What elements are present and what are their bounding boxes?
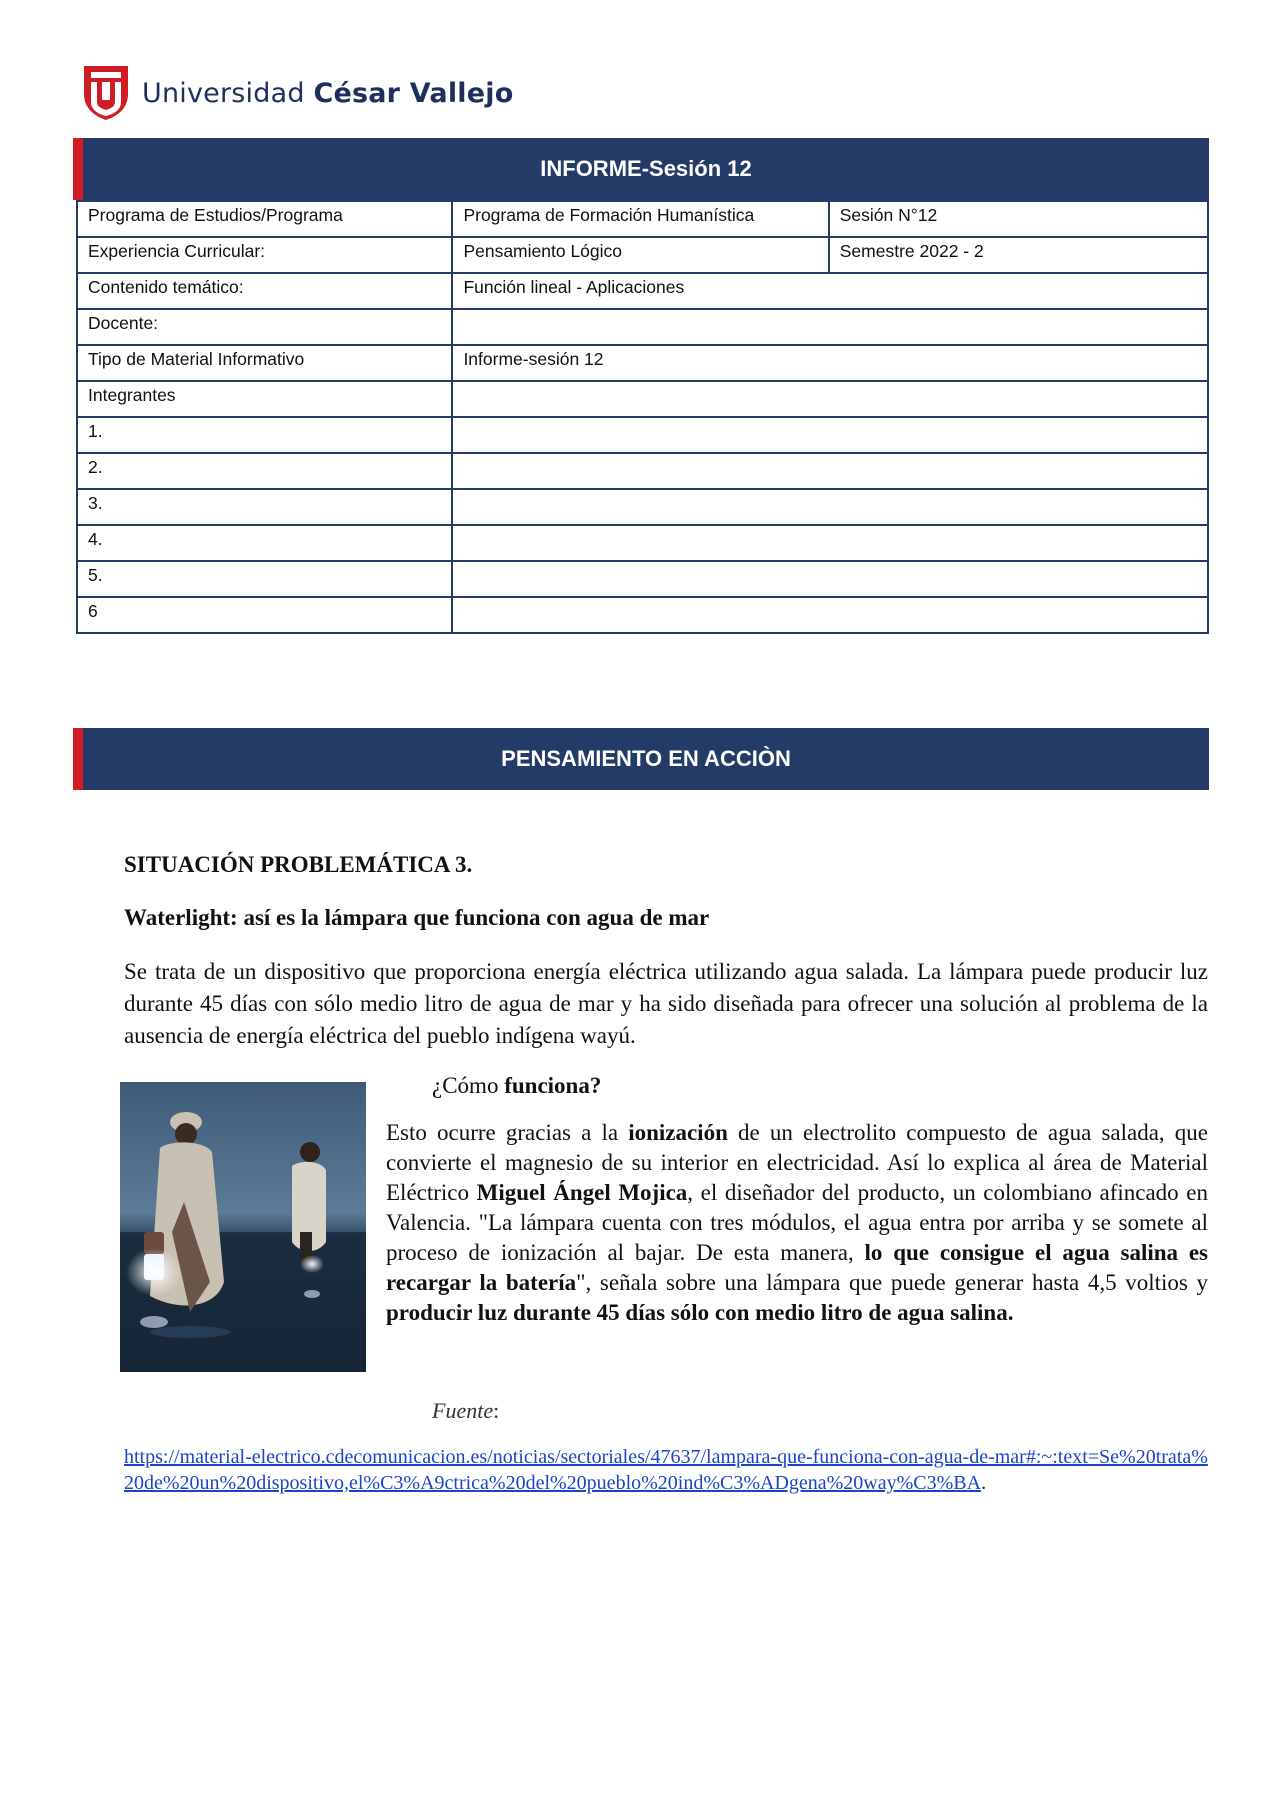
table-row [77,561,1208,597]
table-cell: 5. [77,561,452,597]
info-table [76,200,1209,634]
table-cell: Informe-sesión 12 [452,345,1208,381]
source-link-block: https://material-electrico.cdecomunicacion.es/noticias/sectoriales/47637/lampara-que-funciona-con-agua-de-mar#:~:text=Se%20trata%20de%20un%20dispositivo,el%C3%A9ctrica%20del%20pueblo%20ind%C3%ADgena%20way%C3%BA. [124,1446,1208,1494]
waterlight-photo [120,1082,366,1372]
table-cell: Semestre 2022 - 2 [829,237,1208,273]
table-cell [452,597,1208,633]
table-cell: Función lineal - Aplicaciones [452,273,1208,309]
problem-heading: SITUACIÓN PROBLEMÁTICA 3. [124,852,473,877]
ucv-shield-icon [82,64,130,122]
table-row [77,345,1208,381]
table-cell [452,381,1208,417]
table-cell: Contenido temático: [77,273,452,309]
table-cell [452,525,1208,561]
table-row [77,597,1208,633]
source-link[interactable]: https://material-electrico.cdecomunicacion.es/noticias/sectoriales/47637/lampara-que-funciona-con-agua-de-mar#:~:text=Se%20trata%20de%20un%20dispositivo,el%C3%A9ctrica%20del%20pueblo%20ind%C3%ADgena%20way%C3%BA [124,1446,1208,1494]
table-cell: Tipo de Material Informativo [77,345,452,381]
report-title-band [73,138,1209,200]
table-cell: Programa de Estudios/Programa [77,201,452,237]
table-row [77,381,1208,417]
table-row [77,273,1208,309]
table-row [77,489,1208,525]
table-row [77,453,1208,489]
table-row [77,525,1208,561]
intro-paragraph: Se trata de un dispositivo que proporciona energía eléctrica utilizando agua salada. La lámpara puede producir luz durante 45 días con sólo medio litro de agua de mar y ha sido diseñada para ofrecer una solución al problema de la ausencia de energía eléctrica del pueblo indígena wayú. [124,959,1208,1048]
table-cell [452,489,1208,525]
problem-subheading: Waterlight: así es la lámpara que funciona con agua de mar [124,905,710,930]
table-row [77,237,1208,273]
section-band-title: PENSAMIENTO EN ACCIÒN [501,746,791,771]
table-cell: Programa de Formación Humanística [452,201,828,237]
table-cell: 3. [77,489,452,525]
table-cell: Docente: [77,309,452,345]
table-cell: 2. [77,453,452,489]
how-paragraph: Esto ocurre gracias a la ionización de un electrolito compuesto de agua salada, que convierte el magnesio de su interior en electricidad. Así lo explica al área de Material Eléctrico Miguel Ángel Mojica, el diseñador del producto, un colombiano afincado en Valencia. "La lámpara cuenta con tres módulos, el agua entra por arriba y se somete al proceso de ionización al bajar. De esta manera, lo que consigue el agua salina es recargar la batería", señala sobre una lámpara que puede generar hasta 4,5 voltios y producir luz durante 45 días sólo con medio litro de agua salina. [386,1120,1209,1325]
table-cell: 6 [77,597,452,633]
table-cell [452,561,1208,597]
section-band [73,728,1209,790]
table-cell: 1. [77,417,452,453]
table-cell: Sesión N°12 [829,201,1208,237]
table-row [77,309,1208,345]
university-name: Universidad César Vallejo [142,77,514,109]
source-label: Fuente: [432,1398,500,1423]
table-row [77,417,1208,453]
table-row [77,201,1208,237]
table-cell [452,417,1208,453]
table-cell: 4. [77,525,452,561]
how-heading: ¿Cómo funciona? [432,1073,602,1098]
table-cell [452,453,1208,489]
table-cell: Experiencia Curricular: [77,237,452,273]
table-cell [452,309,1208,345]
report-title: INFORME-Sesión 12 [540,156,752,181]
table-cell: Pensamiento Lógico [452,237,828,273]
table-cell: Integrantes [77,381,452,417]
university-logo [82,64,513,122]
